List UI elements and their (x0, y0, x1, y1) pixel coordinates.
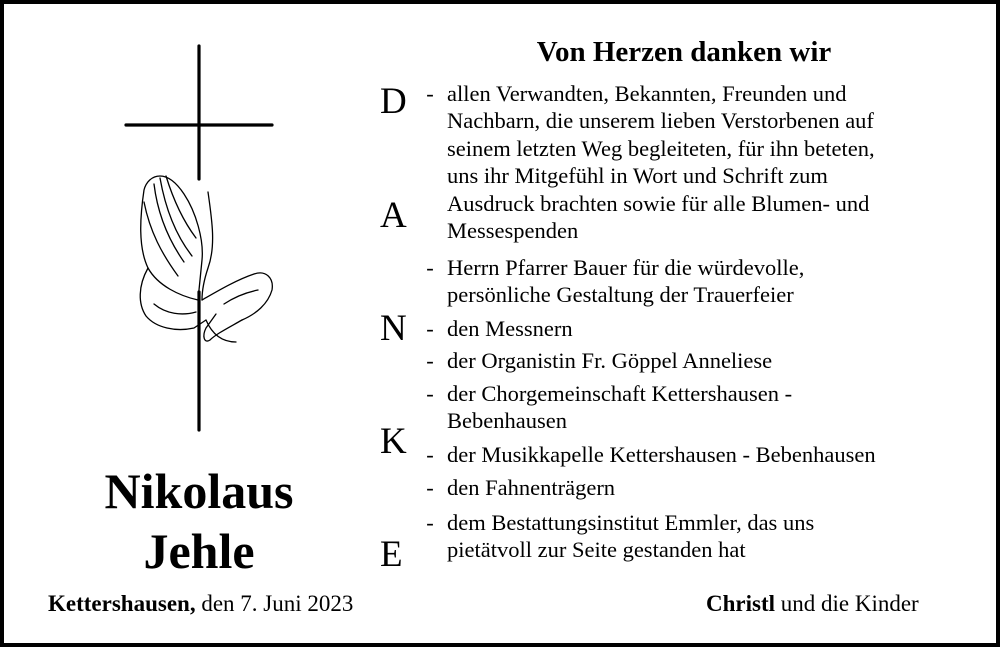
danke-letter-d: D (380, 81, 407, 122)
danke-letter-a: A (380, 195, 407, 236)
entry-line: Nachbarn, die unserem lieben Verstorbenen auf (447, 108, 874, 134)
danke-letter-e: E (380, 534, 403, 575)
entry-line: dem Bestattungsinstitut Emmler, das uns (447, 510, 815, 535)
entry-dash: - (426, 510, 434, 535)
entry-line: uns ihr Mitgefühl in Wort und Schrift zum (447, 163, 828, 189)
entry-dash: - (426, 442, 434, 467)
entry-line: Ausdruck brachten sowie für alle Blumen- und (447, 190, 870, 216)
entry-text (447, 380, 987, 435)
entry-text (447, 80, 987, 244)
entry-text (447, 509, 987, 564)
entry-line: pietätvoll zur Seite gestanden hat (447, 537, 746, 563)
cross-with-praying-hands-icon (124, 42, 284, 434)
danke-letter-k: K (380, 421, 407, 462)
deceased-first-name: Nikolaus (104, 463, 294, 519)
entry-line: Herrn Pfarrer Bauer für die würdevolle, (447, 255, 805, 280)
entry-line: der Musikkapelle Kettershausen - Bebenhausen (447, 442, 876, 467)
entry-text (447, 441, 987, 468)
entry-dash: - (426, 475, 434, 500)
signature (706, 591, 919, 617)
signature-name: Christl (706, 591, 775, 616)
heading: Von Herzen danken wir (536, 36, 832, 68)
entry-line: Bebenhausen (447, 408, 567, 434)
deceased-last-name: Jehle (143, 523, 255, 579)
place: Kettershausen, (48, 591, 196, 616)
entry-line: den Messnern (447, 316, 573, 341)
date: den 7. Juni 2023 (201, 591, 354, 616)
entry-dash: - (426, 381, 434, 406)
entry-dash: - (426, 255, 434, 280)
place-date (48, 591, 353, 617)
entry-line: den Fahnenträgern (447, 475, 616, 500)
entry-text (447, 315, 987, 342)
entry-dash: - (426, 348, 434, 373)
entry-line: persönliche Gestaltung der Trauerfeier (447, 282, 794, 308)
entry-line: der Organistin Fr. Göppel Anneliese (447, 348, 773, 373)
entry-text (447, 347, 987, 374)
entry-line: seinem letzten Weg begleiteten, für ihn beteten, (447, 135, 875, 161)
danke-letter-n: N (380, 308, 407, 349)
entry-text (447, 474, 987, 501)
entry-line: allen Verwandten, Bekannten, Freunden und (447, 81, 847, 106)
entry-line: Messespenden (447, 218, 579, 244)
entry-dash: - (426, 81, 434, 106)
signature-rest: und die Kinder (780, 591, 919, 616)
entry-text (447, 254, 987, 309)
entry-line: der Chorgemeinschaft Kettershausen - (447, 381, 793, 406)
entry-dash: - (426, 316, 434, 341)
